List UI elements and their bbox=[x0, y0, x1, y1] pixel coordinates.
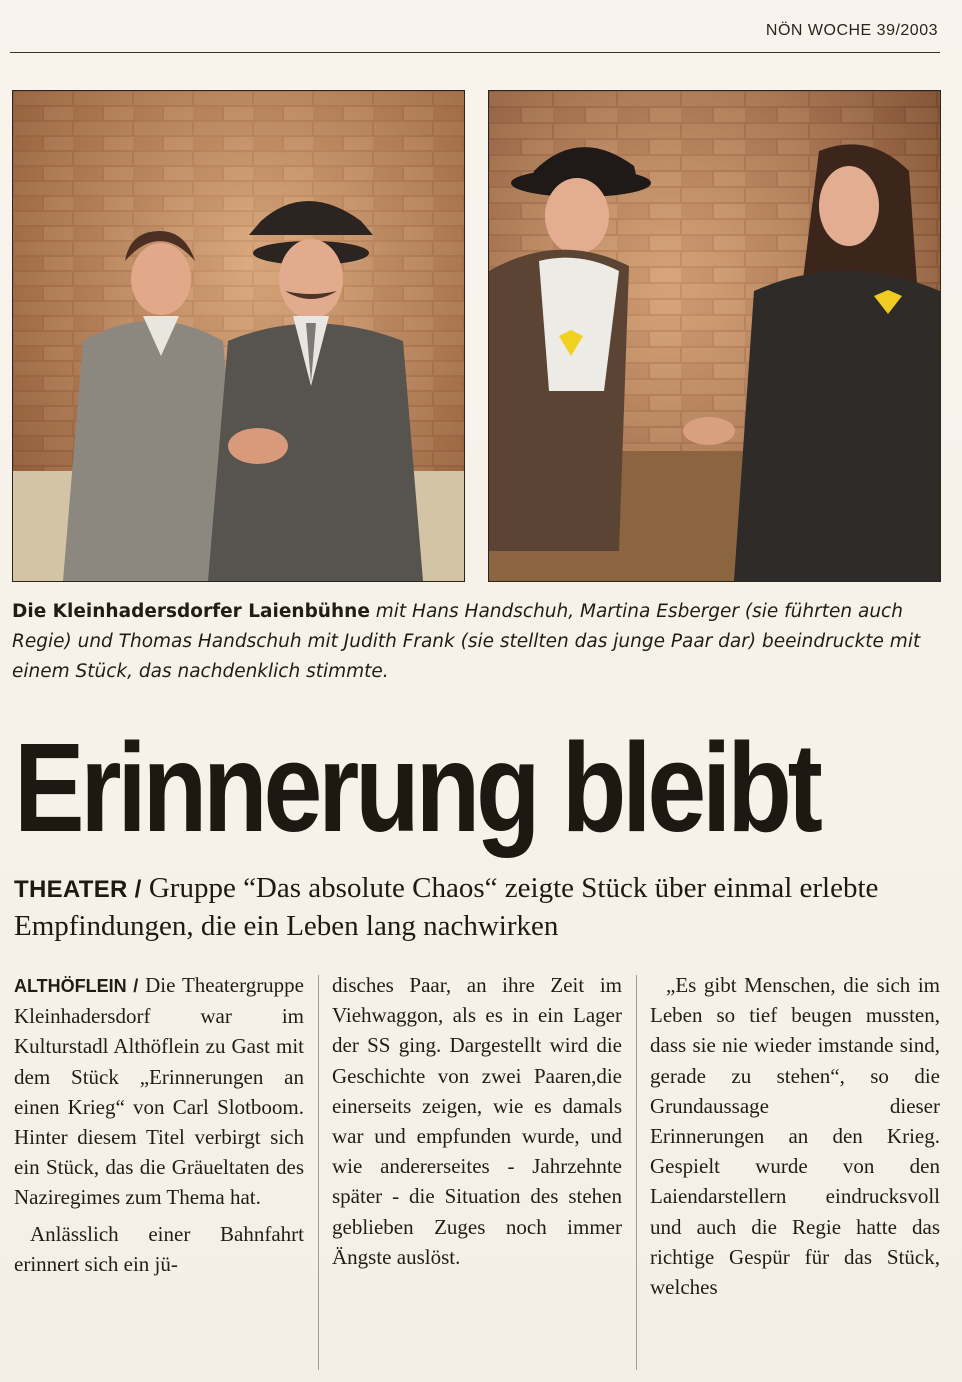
caption-lead: Die Kleinhadersdorfer Laienbühne bbox=[12, 601, 370, 622]
column-2-paragraph: disches Paar, an ihre Zeit im Viehwaggon, als es in ein Lager der SS ging. Dargestellt wird die Geschichte von zwei Paaren,die einerseits zeigen, wie es damals war und empfunden wurde, und wie andererseites - Jahrzehnte später - die Situation des stehen geblieben Zuges noch immer Ängste auslöst. bbox=[332, 973, 622, 1269]
masthead: NÖN WOCHE 39/2003 bbox=[765, 22, 938, 39]
photo-caption bbox=[12, 597, 942, 687]
top-rule bbox=[10, 52, 940, 53]
subhead-text: Gruppe “Das absolute Chaos“ zeigte Stück über einmal erlebte Empfindungen, die ein Leben lang nachwirken bbox=[14, 872, 879, 942]
column-3-paragraph: „Es gibt Menschen, die sich im Leben so tief beugen mussten, dass sie nie wieder imstande sind, gerade zu stehen“, so die Grundaussage dieser Erinnerungen an den Krieg. Gespielt wurde von den Laiendarstellern eindrucksvoll und auch die Regie hatte das richtige Gespür für das Stück, welches bbox=[650, 973, 940, 1300]
column-1-paragraph-2: Anlässlich einer Bahnfahrt erinnert sich ein jü- bbox=[14, 1221, 304, 1276]
stage-photo-left-image bbox=[13, 91, 464, 581]
caption-text: mit Hans Handschuh, Martina Esberger (sie führten auch Regie) und Thomas Handschuh mit Judith Frank (sie stellten das junge Paar dar) beeindruckte mit einem Stück, das nachdenklich stimmte. bbox=[12, 601, 921, 682]
photo-left bbox=[12, 90, 465, 582]
column-1-paragraph-1: Die Theatergruppe Kleinhadersdorf war im Kulturstadl Althöflein zu Gast mit dem Stück „Erinnerungen an einen Krieg“ von Carl Slotboom. Hinter diesem Titel verbirgt sich ein Stück, das die Gräueltaten des Naziregimes zum Thema hat. bbox=[14, 973, 305, 1210]
article-body bbox=[14, 970, 942, 1370]
article-column-2 bbox=[332, 970, 622, 1272]
stage-photo-right-image bbox=[489, 91, 940, 581]
dateline: ALTHÖFLEIN / bbox=[14, 976, 139, 996]
article-column-3 bbox=[650, 970, 940, 1302]
headline: Erinnerung bleibt bbox=[14, 717, 819, 858]
photo-right bbox=[488, 90, 941, 582]
article-column-1 bbox=[14, 970, 304, 1279]
subheadline bbox=[14, 870, 944, 944]
subhead-kicker: THEATER / bbox=[14, 876, 142, 903]
